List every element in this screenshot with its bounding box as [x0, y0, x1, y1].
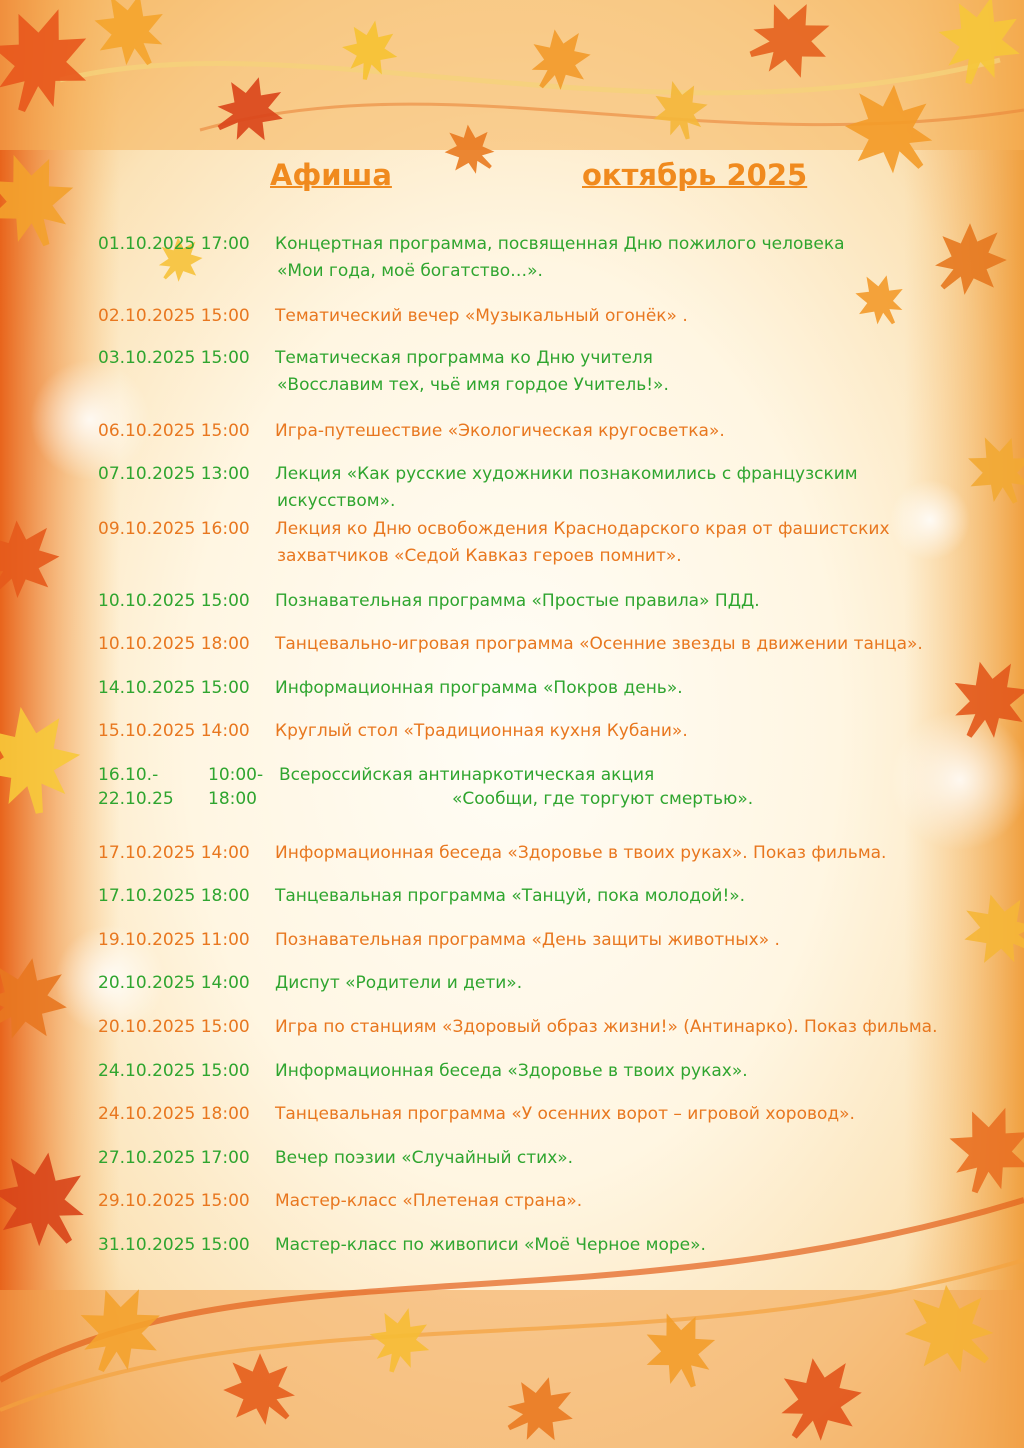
- event-datetime: 24.10.2025 15:00: [98, 1061, 250, 1081]
- event-datetime: 14.10.2025 15:00: [98, 678, 250, 698]
- special-subtitle: «Сообщи, где торгуют смертью».: [452, 789, 754, 809]
- event-datetime: 17.10.2025 14:00: [98, 843, 250, 863]
- event-datetime: 19.10.2025 11:00: [98, 930, 250, 950]
- event-text: Познавательная программа «Простые правила» ПДД.: [275, 591, 760, 611]
- event-text: Тематическая программа ко Дню учителя: [275, 348, 653, 368]
- poster-month: октябрь 2025: [582, 158, 808, 192]
- event-datetime: 20.10.2025 14:00: [98, 973, 250, 993]
- event-text: Танцевальная программа «У осенних ворот – игровой хоровод».: [275, 1104, 855, 1124]
- special-date-to: 22.10.25: [98, 789, 174, 809]
- event-text-line2: «Мои года, моё богатство…».: [277, 261, 543, 281]
- event-datetime: 01.10.2025 17:00: [98, 234, 250, 254]
- event-datetime: 06.10.2025 15:00: [98, 421, 250, 441]
- event-text: Лекция ко Дню освобождения Краснодарского края от фашистских: [275, 519, 890, 539]
- event-datetime: 17.10.2025 18:00: [98, 886, 250, 906]
- event-text: Концертная программа, посвященная Дню пожилого человека: [275, 234, 845, 254]
- event-datetime: 10.10.2025 15:00: [98, 591, 250, 611]
- event-text: Информационная беседа «Здоровье в твоих руках». Показ фильма.: [275, 843, 887, 863]
- event-datetime: 31.10.2025 15:00: [98, 1235, 250, 1255]
- event-datetime: 03.10.2025 15:00: [98, 348, 250, 368]
- event-text: Диспут «Родители и дети».: [275, 973, 523, 993]
- event-text: Вечер поэзии «Случайный стих».: [275, 1148, 574, 1168]
- special-title: Всероссийская антинаркотическая акция: [279, 765, 655, 785]
- event-datetime: 09.10.2025 16:00: [98, 519, 250, 539]
- poster-header: [0, 158, 1024, 202]
- event-text: Тематический вечер «Музыкальный огонёк» .: [275, 306, 688, 326]
- event-text: Игра-путешествие «Экологическая кругосветка».: [275, 421, 725, 441]
- event-text: Мастер-класс по живописи «Моё Черное море».: [275, 1235, 706, 1255]
- event-text: Информационная беседа «Здоровье в твоих руках».: [275, 1061, 748, 1081]
- event-text: Мастер-класс «Плетеная страна».: [275, 1191, 583, 1211]
- poster-title: Афиша: [270, 158, 392, 192]
- special-date-from: 16.10.-: [98, 765, 159, 785]
- event-text: Лекция «Как русские художники познакомились с французским: [275, 464, 858, 484]
- event-text: Круглый стол «Традиционная кухня Кубани».: [275, 721, 688, 741]
- event-text: Танцевальная программа «Танцуй, пока молодой!».: [275, 886, 746, 906]
- event-datetime: 10.10.2025 18:00: [98, 634, 250, 654]
- special-time-from: 10:00-: [208, 765, 264, 785]
- event-datetime: 07.10.2025 13:00: [98, 464, 250, 484]
- event-text: Танцевально-игровая программа «Осенние звезды в движении танца».: [275, 634, 923, 654]
- event-text-line2: «Восславим тех, чьё имя гордое Учитель!».: [277, 375, 669, 395]
- event-text-line2: искусством».: [277, 491, 396, 511]
- event-datetime: 24.10.2025 18:00: [98, 1104, 250, 1124]
- event-datetime: 02.10.2025 15:00: [98, 306, 250, 326]
- event-datetime: 20.10.2025 15:00: [98, 1017, 250, 1037]
- event-text: Познавательная программа «День защиты животных» .: [275, 930, 780, 950]
- event-text: Информационная программа «Покров день».: [275, 678, 683, 698]
- event-datetime: 15.10.2025 14:00: [98, 721, 250, 741]
- event-datetime: 29.10.2025 15:00: [98, 1191, 250, 1211]
- event-text: Игра по станциям «Здоровый образ жизни!» (Антинарко). Показ фильма.: [275, 1017, 938, 1037]
- event-datetime: 27.10.2025 17:00: [98, 1148, 250, 1168]
- special-time-to: 18:00: [208, 789, 257, 809]
- event-text-line2: захватчиков «Седой Кавказ героев помнит».: [277, 546, 682, 566]
